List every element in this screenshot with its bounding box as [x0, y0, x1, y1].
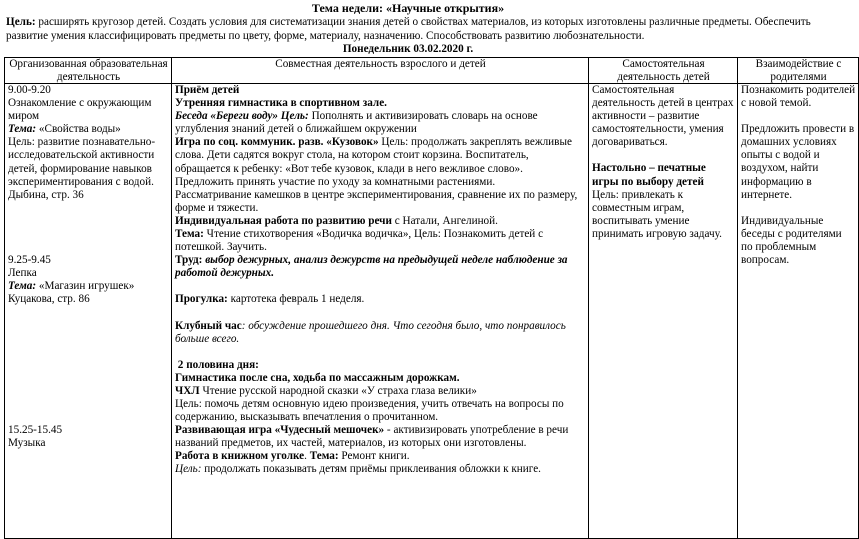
talk: Беседа «Береги воду» Цель: Пополнять и активизировать словарь на основе углубления знаний детей о ближайшем окружении [175, 110, 538, 136]
source-1: Дыбина, стр. 36 [8, 188, 84, 201]
book-corner-goal: Цель: продолжать показывать детям приёмы приклеивания обложки к книге. [175, 463, 541, 476]
club-hour: Клубный час: обсуждение прошедшего дня. Что сегодня было, что понравилось больше всего. [175, 319, 566, 345]
parents-note-1: Познакомить родителей с новой темой. [741, 84, 856, 110]
board-games-title: Настольно – печатные игры по выбору детей [592, 162, 706, 188]
parents-cell [738, 84, 859, 539]
header-independent: Самостоятельная деятельность детей [589, 58, 738, 84]
subject-1: Ознакомление с окружающим миром [8, 97, 152, 123]
morning-gym: Утренняя гимнастика в спортивном зале. [175, 97, 387, 110]
stones-study: Рассматривание камешков в центре экспериментирования, сравнение их по размеру, форме и тяжести. [175, 188, 578, 214]
subject-3: Музыка [8, 437, 46, 450]
goal-text: расширять кругозор детей. Создать условия для систематизации знания детей о свойствах материалов, из которых изготовлены различные предметы. Обеспечить развитие умения классифицировать предметы по цвету, форме, материалу, назначению. Способствовать развитию любознательности. [6, 16, 811, 42]
poem: Тема: Чтение стихотворения «Водичка водичка», Цель: Познакомить детей с потешкой. Заучить. [175, 228, 544, 254]
walk: Прогулка: картотека февраль 1 неделя. [175, 293, 365, 306]
parents-note-2: Предложить провести в домашних условиях опыты с водой и воздухом, найти информацию в интернете. [741, 123, 855, 201]
organized-activity-cell [5, 84, 172, 539]
day-heading: Понедельник 03.02.2020 г. [342, 43, 474, 55]
time-slot-2: 9.25-9.45 [8, 253, 51, 266]
independent-text: Самостоятельная деятельность детей в центрах активности – развитие самостоятельности, умения договариваться. [592, 84, 734, 149]
goal-label: Цель: [6, 16, 36, 28]
subject-2: Лепка [8, 266, 37, 279]
parents-note-3: Индивидуальные беседы с родителями по проблемным вопросам. [741, 214, 842, 267]
time-slot-1: 9.00-9.20 [8, 84, 51, 96]
topic-1: Тема: «Свойства воды» [8, 123, 121, 136]
time-slot-3: 15.25-15.45 [8, 424, 63, 437]
board-games-goal: Цель: привлекать к совместным играм, воспитывать умение принимать игровую задачу. [592, 188, 722, 240]
topic-2: Тема: «Магазин игрушек» [8, 280, 135, 293]
joint-activity-cell [172, 84, 589, 539]
reading-goal: Цель: помочь детям основную идею произведения, учить отвечать на вопросы по содержанию, высказывать впечатления о прочитанном. [175, 397, 564, 424]
header-joint: Совместная деятельность взрослого и детей [172, 58, 589, 84]
individual-work: Индивидуальная работа по развитию речи с Натали, Ангелиной. [175, 214, 498, 227]
week-goal [6, 16, 814, 43]
table-body-row [5, 84, 859, 539]
week-title: Тема недели: «Научные открытия» [311, 1, 505, 15]
independent-activity-cell [589, 84, 738, 539]
reading: ЧХЛ Чтение русской народной сказки «У страха глаза велики» [175, 384, 477, 397]
book-corner: Работа в книжном уголке. Тема: Ремонт книги. [175, 450, 410, 463]
game: Игра по соц. коммуник. разв. «Кузовок» Цель: продолжать закреплять вежливые слова. Дети садятся вокруг стола, на котором стоит корзина. Воспитатель, обращается к ребенку: «Вот тебе кузовок, клади в него вежливое слово». [175, 136, 572, 175]
plants-care: Предложить принять участие по уходу за комнатными растениями. [175, 175, 496, 188]
header-parents: Взаимодействие с родителями [738, 58, 859, 84]
morning-reception: Приём детей [175, 84, 240, 96]
wonder-bag-game: Развивающая игра «Чудесный мешочек» - активизировать употребление в речи названий предметов, их частей, материалов, из которых они изготовлены. [175, 424, 569, 450]
table-header-row [5, 58, 859, 84]
source-2: Куцакова, стр. 86 [8, 293, 90, 306]
plan-table [4, 57, 859, 539]
labor: Труд: выбор дежурных, анализ дежурств на предыдущей неделе наблюдение за работой дежурных. [175, 254, 568, 280]
afternoon-gym: Гимнастика после сна, ходьба по массажным дорожкам. [175, 371, 460, 384]
goal-1: Цель: развитие познавательно-исследовательской активности детей, формирование навыков экспериментирования с водой. [8, 136, 156, 188]
afternoon-heading: 2 половина дня: [177, 358, 259, 371]
header-organized: Организованная образовательная деятельность [5, 58, 172, 84]
